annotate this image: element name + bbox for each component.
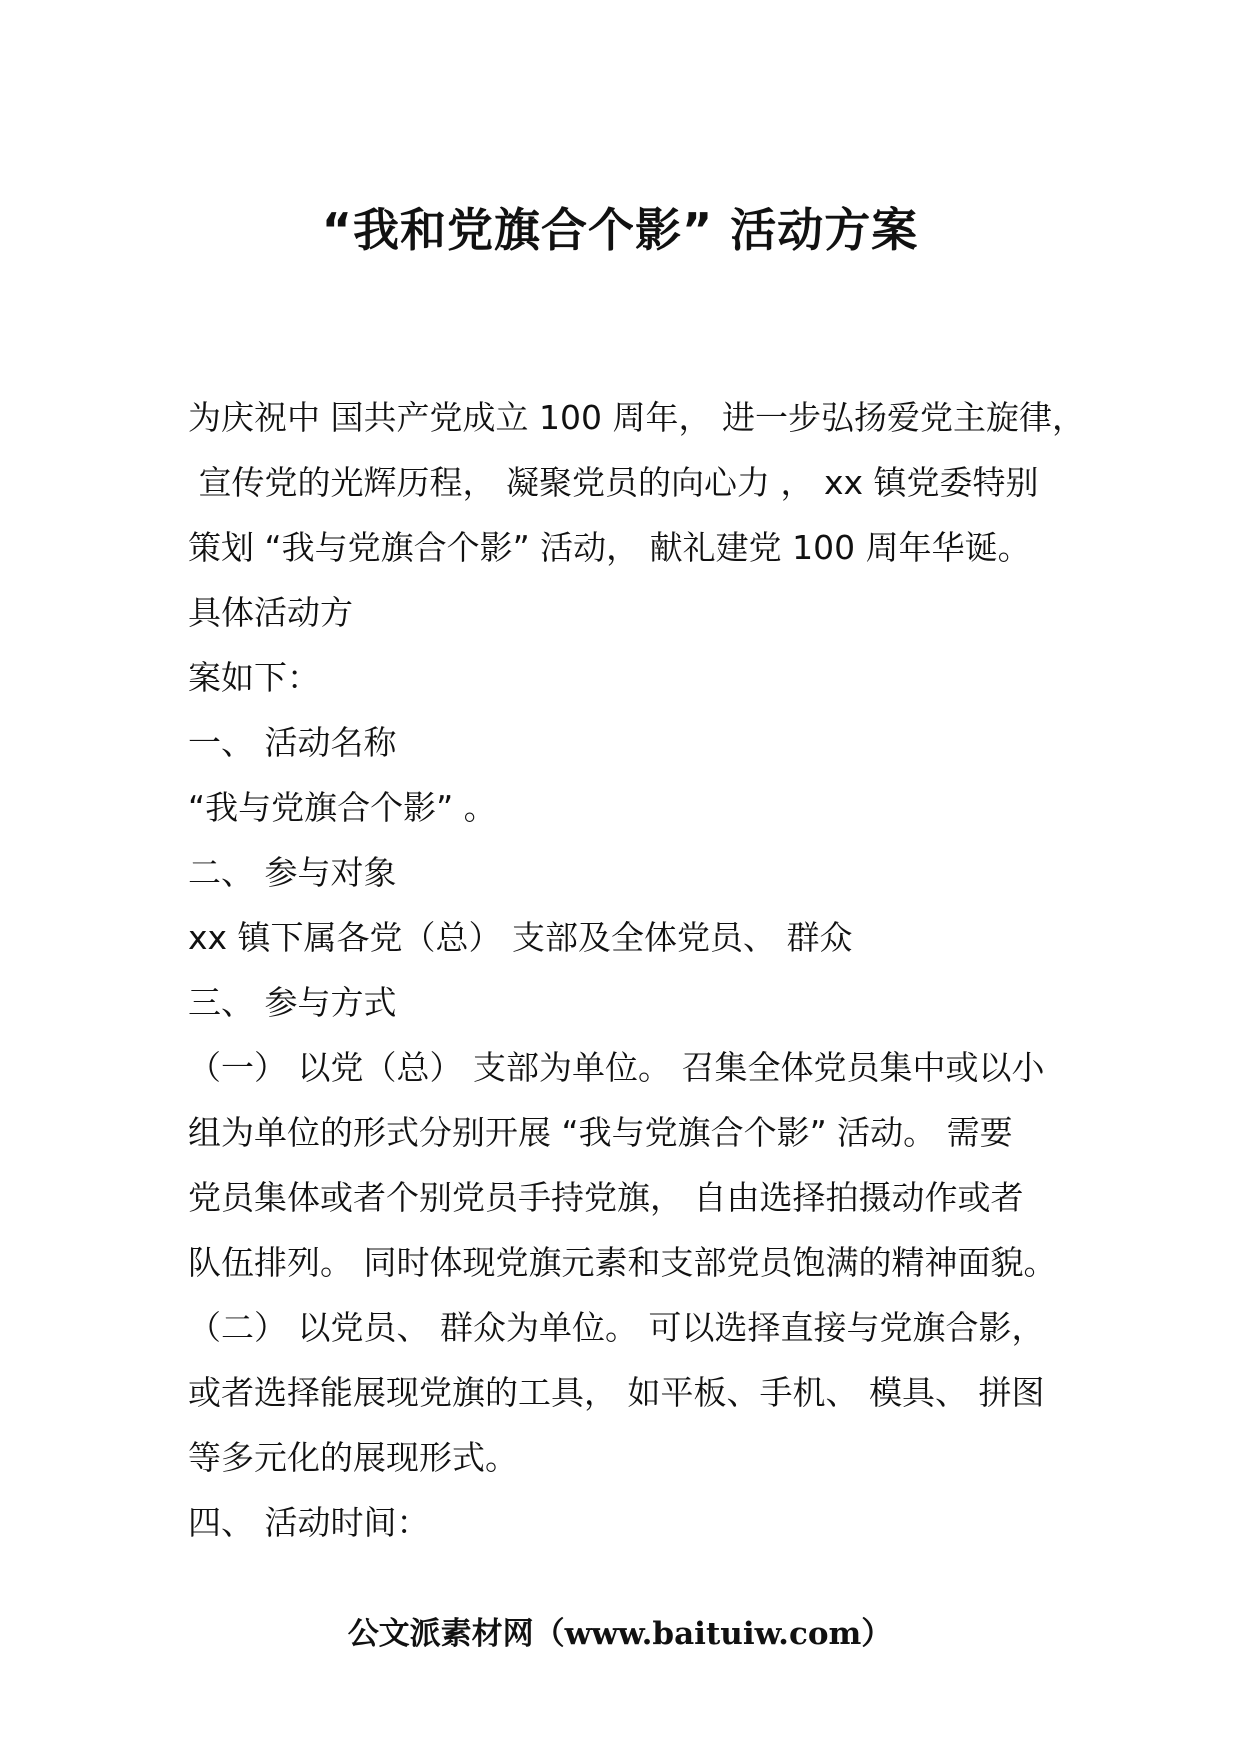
section-heading: 二、 参与对象: [188, 853, 397, 892]
body-line: （一） 以党（总） 支部为单位。 召集全体党员集中或以小: [188, 1048, 1045, 1087]
body-line: xx 镇下属各党（总） 支部及全体党员、 群众: [188, 918, 853, 957]
section-heading: 三、 参与方式: [188, 983, 397, 1022]
body-line: 案如下：: [188, 658, 320, 697]
body-line: 为庆祝中 国共产党成立 100 周年， 进一步弘扬爱党主旋律，: [188, 398, 1085, 437]
body-line: （二） 以党员、 群众为单位。 可以选择直接与党旗合影，: [188, 1308, 1045, 1347]
body-line: 等多元化的展现形式。: [188, 1438, 518, 1477]
document-title: “我和党旗合个影” 活动方案: [321, 203, 919, 257]
body-line: 策划 “我与党旗合个影” 活动， 献礼建党 100 周年华诞。: [188, 528, 1031, 567]
body-line: 组为单位的形式分别开展 “我与党旗合个影” 活动。 需要: [188, 1113, 1013, 1152]
body-line: 宣传党的光辉历程， 凝聚党员的向心力 ， xx 镇党委特别: [188, 463, 1039, 502]
section-heading: 四、 活动时间：: [188, 1503, 430, 1542]
section-heading: 一、 活动名称: [188, 723, 397, 762]
document-body: [188, 385, 1088, 1555]
body-line: 党员集体或者个别党员手持党旗， 自由选择拍摄动作或者: [188, 1178, 1024, 1217]
body-line: 具体活动方: [188, 593, 353, 632]
body-line: 队伍排列。 同时体现党旗元素和支部党员饱满的精神面貌。: [188, 1243, 1057, 1282]
body-line: 或者选择能展现党旗的工具， 如平板、手机、 模具、 拼图: [188, 1373, 1045, 1412]
page-footer: 公文派素材网（www.baituiw.com）: [347, 1616, 893, 1652]
body-line: “我与党旗合个影” 。: [188, 788, 497, 827]
